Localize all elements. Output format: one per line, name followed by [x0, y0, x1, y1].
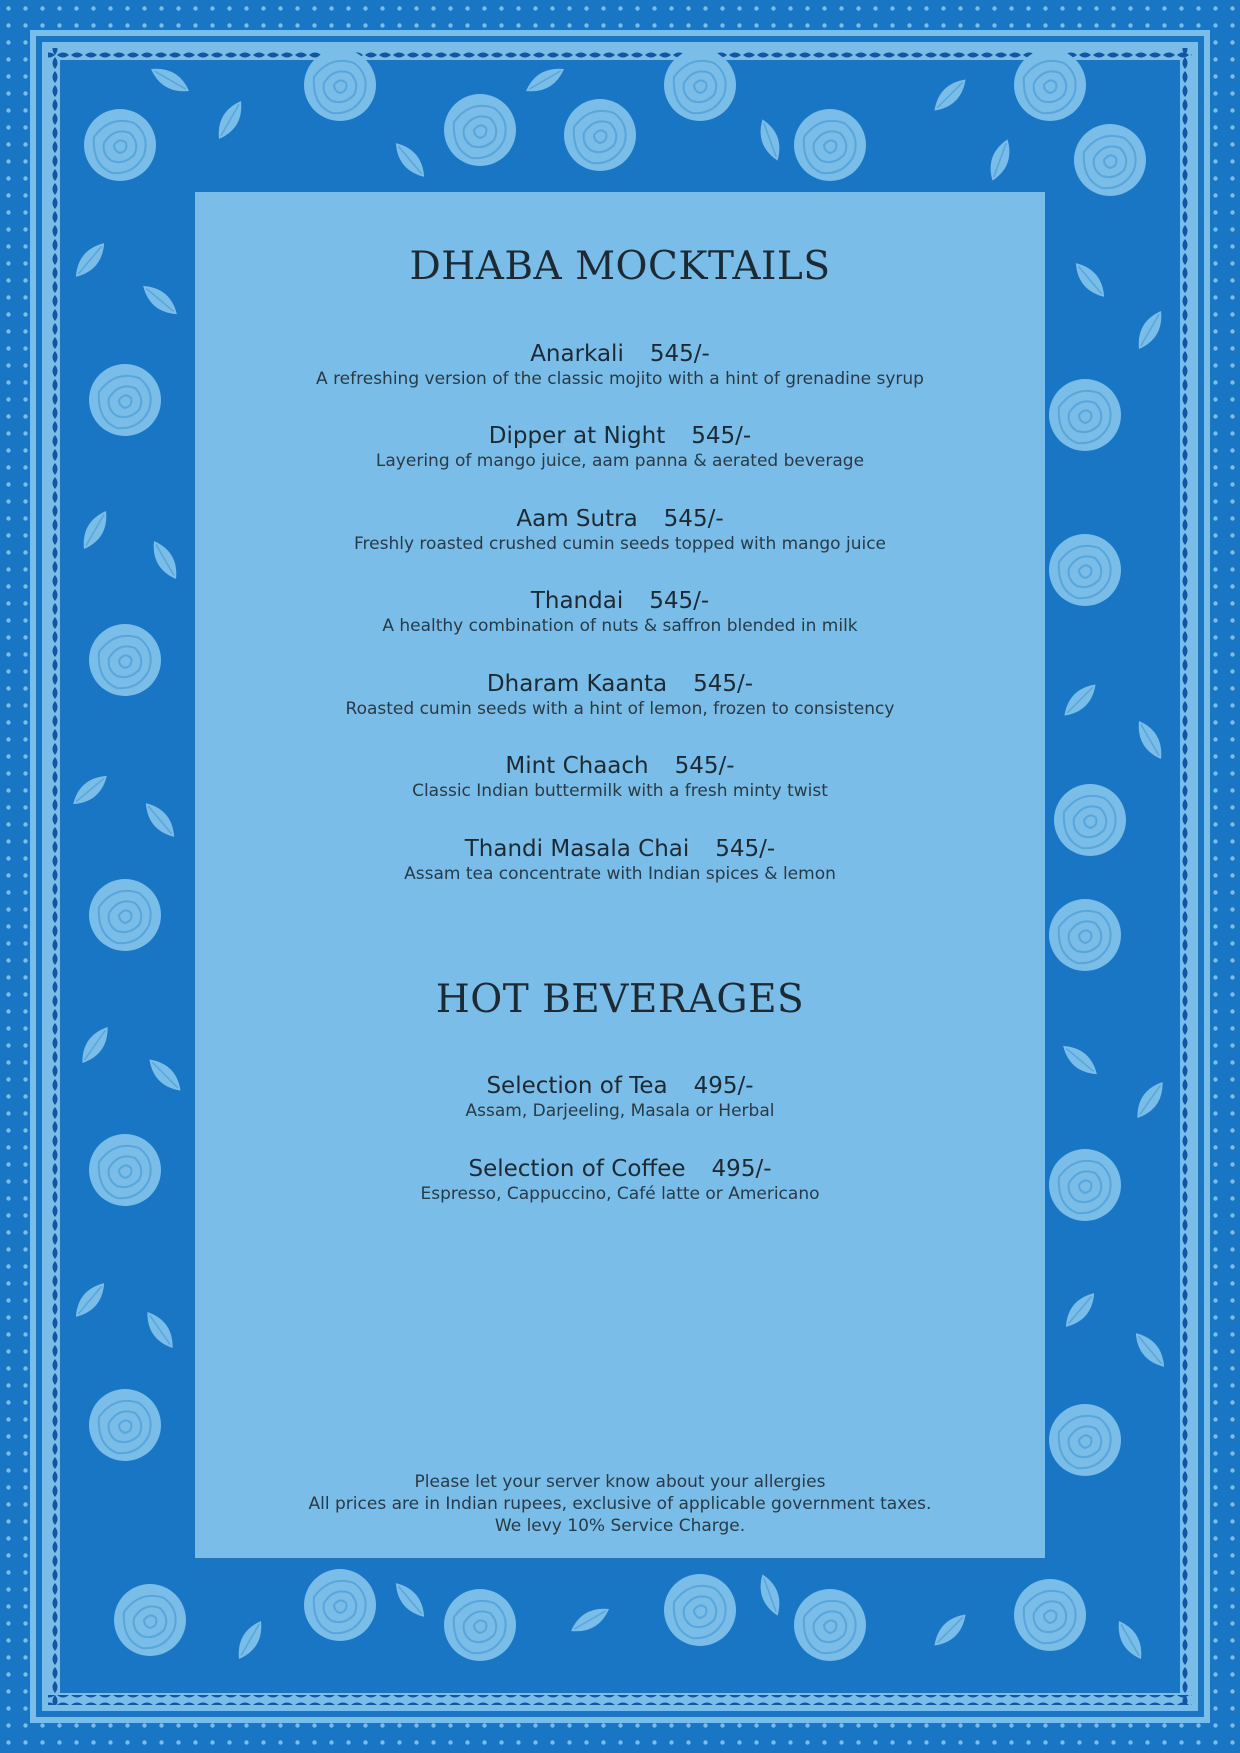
- item-price: 545/-: [691, 423, 752, 449]
- tax-note: All prices are in Indian rupees, exclusive of applicable government taxes.: [308, 1494, 932, 1514]
- menu-item: [195, 1155, 1045, 1205]
- menu-item: [195, 1072, 1045, 1122]
- menu-item: [195, 340, 1045, 390]
- item-description: A healthy combination of nuts & saffron blended in milk: [382, 616, 858, 636]
- item-description: Layering of mango juice, aam panna & aerated beverage: [375, 451, 865, 471]
- item-name: Dipper at Night: [488, 423, 666, 449]
- item-price: 545/-: [693, 671, 754, 697]
- item-description: Assam tea concentrate with Indian spices & lemon: [404, 864, 836, 884]
- item-description: Roasted cumin seeds with a hint of lemon, frozen to consistency: [345, 699, 895, 719]
- service-charge-note: We levy 10% Service Charge.: [494, 1516, 746, 1536]
- item-name: Aam Sutra: [516, 506, 638, 532]
- item-description: Classic Indian buttermilk with a fresh minty twist: [412, 781, 828, 801]
- item-name: Anarkali: [530, 341, 624, 367]
- item-price: 545/-: [649, 588, 710, 614]
- item-price: 495/-: [693, 1073, 754, 1099]
- item-name: Selection of Coffee: [468, 1156, 686, 1182]
- menu-panel: [195, 192, 1045, 1558]
- item-price: 545/-: [649, 341, 710, 367]
- menu-footer: [195, 1471, 1045, 1537]
- item-description: A refreshing version of the classic mojito with a hint of grenadine syrup: [316, 369, 924, 389]
- item-description: Espresso, Cappuccino, Café latte or Americano: [420, 1184, 820, 1204]
- menu-item: [195, 670, 1045, 720]
- item-price: 545/-: [715, 836, 776, 862]
- item-name: Selection of Tea: [486, 1073, 668, 1099]
- hot-beverages-heading: HOT BEVERAGES: [435, 977, 805, 1022]
- item-name: Mint Chaach: [505, 753, 649, 779]
- item-name: Dharam Kaanta: [486, 671, 668, 697]
- item-description: Assam, Darjeeling, Masala or Herbal: [465, 1101, 775, 1121]
- item-name: Thandi Masala Chai: [464, 836, 690, 862]
- menu-item: [195, 752, 1045, 802]
- item-price: 495/-: [711, 1156, 772, 1182]
- allergy-note: Please let your server know about your allergies: [414, 1472, 826, 1492]
- menu-item: [195, 422, 1045, 472]
- item-price: 545/-: [674, 753, 735, 779]
- menu-item: [195, 505, 1045, 555]
- menu-item: [195, 587, 1045, 637]
- mocktails-heading: DHABA MOCKTAILS: [409, 244, 831, 289]
- menu-item: [195, 835, 1045, 885]
- item-price: 545/-: [663, 506, 724, 532]
- item-name: Thandai: [530, 588, 624, 614]
- item-description: Freshly roasted crushed cumin seeds topped with mango juice: [354, 534, 886, 554]
